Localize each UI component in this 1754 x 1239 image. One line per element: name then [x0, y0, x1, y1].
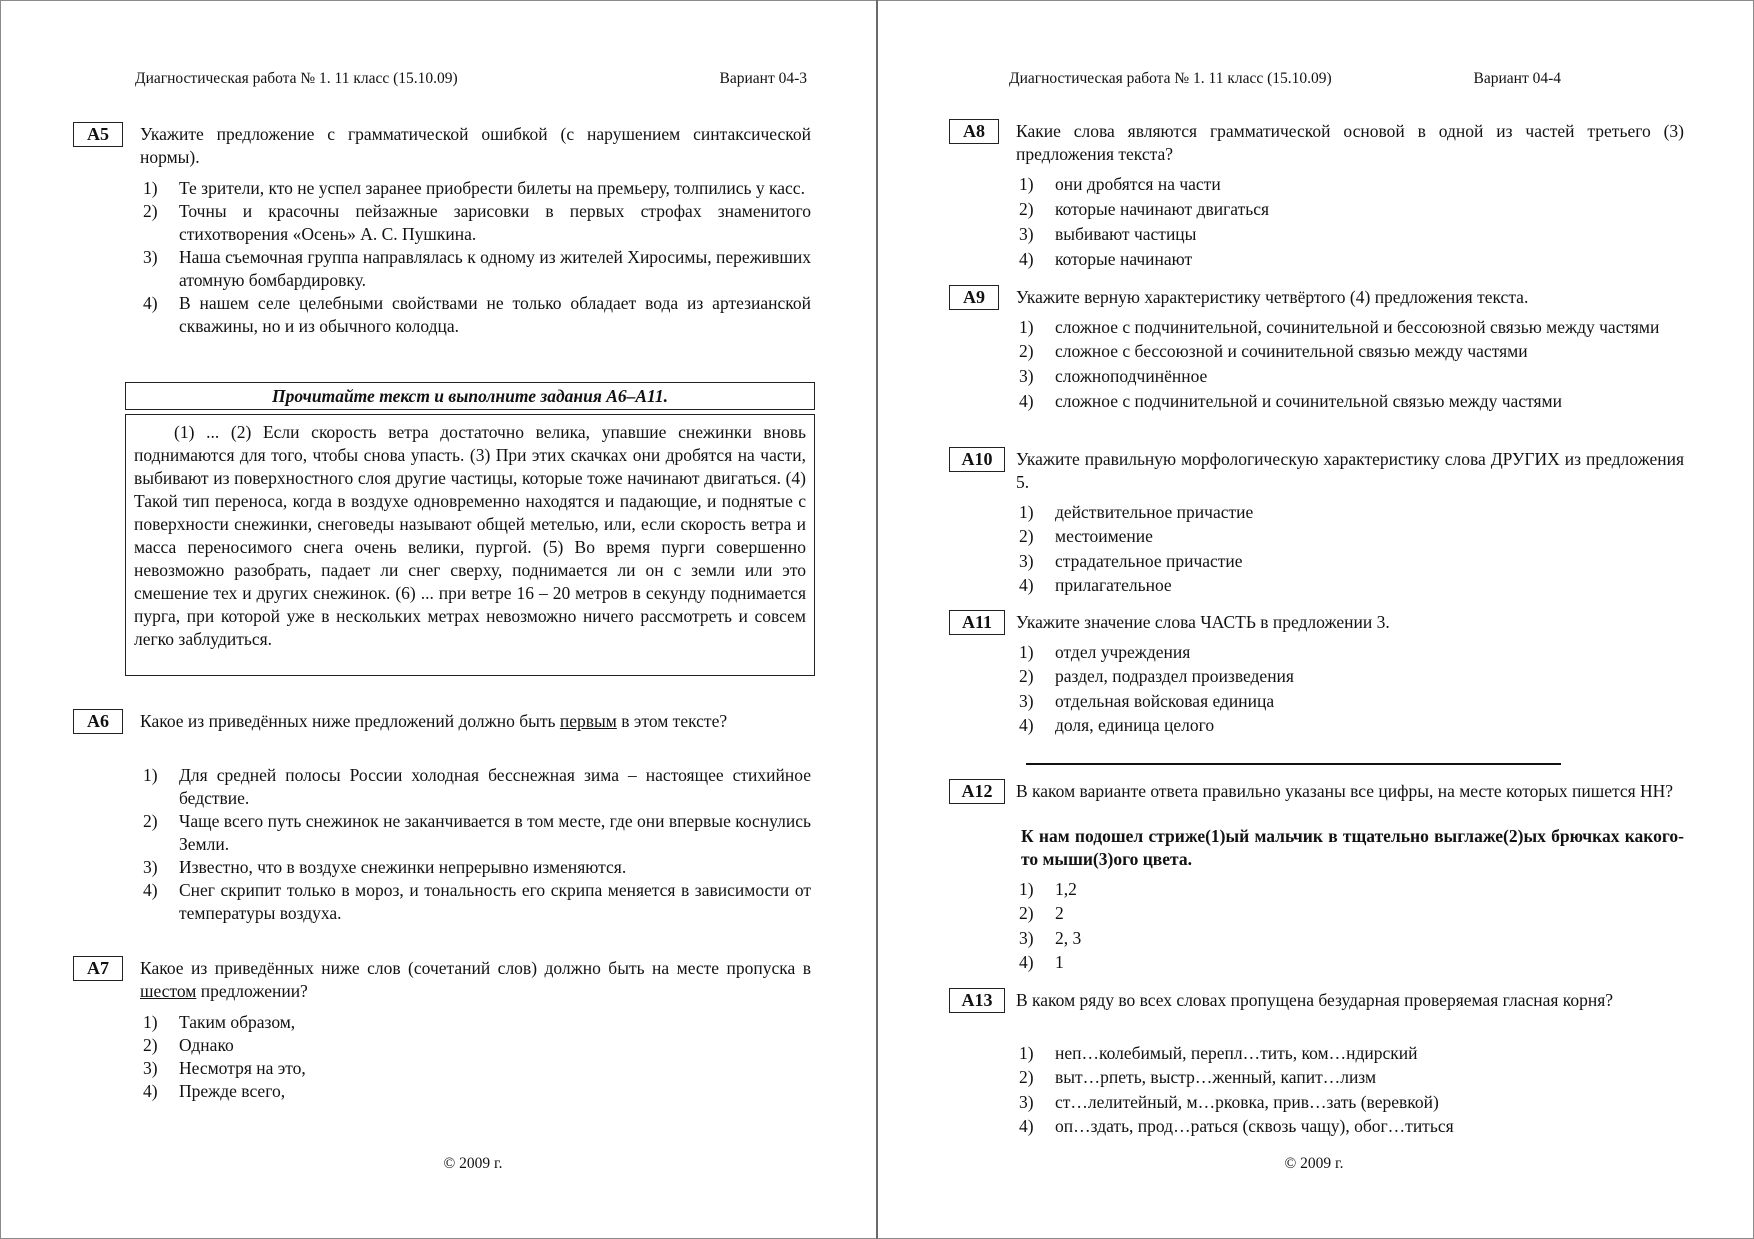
option-number: 1)	[1019, 879, 1034, 899]
option-number: 4)	[1019, 391, 1034, 411]
question-text-part: предложении?	[196, 981, 308, 1001]
question-text: Укажите правильную морфологическую характеристику слова ДРУГИХ из предложения 5.	[1016, 449, 1684, 492]
task-label: А11	[949, 610, 1005, 635]
option-number: 1)	[143, 178, 158, 198]
option-number: 3)	[1019, 366, 1034, 386]
task-label: А7	[73, 956, 123, 981]
answer-option	[143, 1080, 811, 1103]
answer-options	[143, 177, 811, 338]
question-text: Укажите значение слова ЧАСТЬ в предложении 3.	[1016, 612, 1390, 632]
option-number: 2)	[1019, 666, 1034, 686]
answer-option	[1019, 316, 1684, 339]
option-text: В нашем селе целебными свойствами не только обладает вода из артезианской скважины, но и из обычного колодца.	[179, 293, 811, 336]
answer-option	[1019, 365, 1684, 388]
option-text: Таким образом,	[179, 1012, 296, 1032]
option-text: Чаще всего путь снежинок не заканчивается в том месте, где они впервые коснулись Земли.	[179, 811, 811, 854]
answer-option	[143, 856, 811, 879]
option-number: 2)	[1019, 526, 1034, 546]
option-number: 2)	[143, 201, 158, 221]
option-text: действительное причастие	[1055, 502, 1254, 522]
task-label: А12	[949, 779, 1005, 804]
option-text: Снег скрипит только в мороз, и тональность его скрипа меняется в зависимости от температуры воздуха.	[179, 880, 811, 923]
option-number: 3)	[143, 1058, 158, 1078]
option-text: Те зрители, кто не успел заранее приобрести билеты на премьеру, толпились у касс.	[179, 178, 805, 198]
page-right	[878, 0, 1754, 1239]
question-text-part: в этом тексте?	[616, 711, 728, 731]
option-number: 4)	[1019, 952, 1034, 972]
header-title: Диагностическая работа № 1. 11 класс (15.10.09)	[135, 70, 458, 87]
option-text: Несмотря на это,	[179, 1058, 306, 1078]
option-text: выбивают частицы	[1055, 224, 1197, 244]
answer-option	[1019, 927, 1684, 950]
option-text: они дробятся на части	[1055, 174, 1221, 194]
question-text	[140, 710, 811, 733]
option-number: 2)	[1019, 199, 1034, 219]
task-label: А5	[73, 122, 123, 147]
answer-options	[1019, 501, 1684, 597]
option-text: раздел, подраздел произведения	[1055, 666, 1294, 686]
answer-option	[1019, 878, 1684, 901]
question-text: Какие слова являются грамматической основой в одной из частей третьего (3) предложения текста?	[1016, 121, 1684, 164]
underlined-word: первым	[559, 711, 617, 731]
answer-options	[1019, 878, 1684, 974]
option-number: 4)	[143, 293, 158, 313]
option-text: 2, 3	[1055, 928, 1082, 948]
option-text: Однако	[179, 1035, 234, 1055]
option-number: 3)	[1019, 1092, 1034, 1112]
option-number: 2)	[1019, 1067, 1034, 1087]
page-left	[0, 0, 876, 1239]
task-label: А9	[949, 285, 999, 310]
option-number: 4)	[1019, 249, 1034, 269]
answer-option	[143, 764, 811, 810]
option-number: 4)	[1019, 715, 1034, 735]
option-text: сложное с бессоюзной и сочинительной связью между частями	[1055, 341, 1528, 361]
answer-option	[1019, 223, 1684, 246]
answer-option	[1019, 173, 1684, 196]
answer-option	[1019, 690, 1684, 713]
answer-option	[1019, 641, 1684, 664]
task-label: А10	[949, 447, 1005, 472]
option-number: 1)	[1019, 1043, 1034, 1063]
option-number: 3)	[1019, 551, 1034, 571]
answer-options	[1019, 316, 1684, 413]
option-number: 2)	[143, 1035, 158, 1055]
example-sentence: К нам подошел стриже(1)ый мальчик в тщательно выглаже(2)ых брючках какого-то мыши(3)ого цвета.	[1021, 826, 1684, 869]
answer-option	[143, 879, 811, 925]
option-text: страдательное причастие	[1055, 551, 1243, 571]
option-text: отдельная войсковая единица	[1055, 691, 1275, 711]
option-number: 3)	[1019, 224, 1034, 244]
option-text: 1	[1055, 952, 1064, 972]
option-number: 4)	[143, 880, 158, 900]
option-text: неп…колебимый, перепл…тить, ком…ндирский	[1055, 1043, 1418, 1063]
option-number: 4)	[143, 1081, 158, 1101]
option-text: 2	[1055, 903, 1064, 923]
option-number: 1)	[1019, 502, 1034, 522]
page-footer: © 2009 г.	[443, 1155, 503, 1172]
header-variant: Вариант 04-3	[719, 70, 807, 87]
task-label: А6	[73, 709, 123, 734]
question-text	[140, 957, 811, 1003]
answer-options	[143, 1011, 811, 1103]
question-text: Укажите предложение с грамматической ошибкой (с нарушением синтаксической нормы).	[140, 124, 811, 167]
answer-option	[1019, 340, 1684, 363]
answer-option	[1019, 248, 1684, 271]
task-label: А13	[949, 988, 1005, 1013]
option-number: 4)	[1019, 1116, 1034, 1136]
answer-option	[1019, 951, 1684, 974]
option-number: 2)	[143, 811, 158, 831]
answer-options	[143, 764, 811, 925]
page-footer: © 2009 г.	[1284, 1155, 1344, 1172]
answer-option	[143, 177, 811, 200]
underlined-word: шестом	[140, 981, 197, 1001]
header-title: Диагностическая работа № 1. 11 класс (15.10.09)	[1009, 70, 1332, 87]
answer-options	[1019, 641, 1684, 737]
option-number: 4)	[1019, 575, 1034, 595]
option-text: Для средней полосы России холодная бесснежная зима – настоящее стихийное бедствие.	[179, 765, 811, 808]
option-number: 3)	[143, 857, 158, 877]
option-text: отдел учреждения	[1055, 642, 1191, 662]
task-label: А8	[949, 119, 999, 144]
option-text: сложное с подчинительной, сочинительной и бессоюзной связью между частями	[1055, 317, 1660, 337]
answer-option	[1019, 1115, 1684, 1138]
option-text: 1,2	[1055, 879, 1077, 899]
option-text: сложноподчинённое	[1055, 366, 1208, 386]
option-text: которые начинают двигаться	[1055, 199, 1270, 219]
option-text: которые начинают	[1055, 249, 1193, 269]
answer-option	[143, 810, 811, 856]
answer-option	[1019, 501, 1684, 524]
answer-option	[1019, 1066, 1684, 1089]
option-number: 1)	[1019, 317, 1034, 337]
option-text: прилагательное	[1055, 575, 1172, 595]
answer-option	[1019, 902, 1684, 925]
option-text: оп…здать, прод…раться (сквозь чащу), обог…титься	[1055, 1116, 1454, 1136]
option-text: ст…лелитейный, м…рковка, прив…зать (веревкой)	[1055, 1092, 1439, 1112]
answer-option	[1019, 1042, 1684, 1065]
answer-option	[143, 292, 811, 338]
option-text: Прежде всего,	[179, 1081, 286, 1101]
answer-option	[143, 246, 811, 292]
answer-option	[1019, 198, 1684, 221]
question-text-part: Какое из приведённых ниже слов (сочетаний слов) должно быть на месте пропуска в	[140, 958, 811, 978]
option-text: Известно, что в воздухе снежинки непрерывно изменяются.	[179, 857, 627, 877]
answer-option	[1019, 1091, 1684, 1114]
answer-option	[143, 1057, 811, 1080]
option-text: Наша съемочная группа направлялась к одному из жителей Хиросимы, переживших атомную бомбардировку.	[179, 247, 811, 290]
reading-text: (1) ... (2) Если скорость ветра достаточно велика, упавшие снежинки вновь поднимаются для того, чтобы снова упасть. (3) При этих скачках они дробятся на части, выбивают из поверхностного слоя другие частицы, которые тоже начинают двигаться. (4) Такой тип переноса, когда в воздухе одновременно находятся и падающие, и поднятые с поверхности снежинки, снеговеды называют общей метелью, или, если скорость ветра и масса переносимого снега очень велики, пургой. (5) Во время пурги совершенно невозможно разобрать, падает ли снег сверху, поднимается ли он с земли или это смешение тех и других снежинок. (6) ... при ветре 16 – 20 метров в секунду поднимается пурга, при которой уже в нескольких метрах невозможно ничего рассмотреть и совсем легко заблудиться.	[125, 414, 815, 676]
option-text: местоимение	[1055, 526, 1153, 546]
option-text: выт…рпеть, выстр…женный, капит…лизм	[1055, 1067, 1377, 1087]
option-text: доля, единица целого	[1055, 715, 1215, 735]
question-text: Укажите верную характеристику четвёртого (4) предложения текста.	[1016, 287, 1529, 307]
answer-option	[1019, 714, 1684, 737]
option-number: 1)	[1019, 174, 1034, 194]
answer-option	[1019, 550, 1684, 573]
option-number: 3)	[1019, 691, 1034, 711]
option-text: Точны и красочны пейзажные зарисовки в первых строфах знаменитого стихотворения «Осень» А. С. Пушкина.	[179, 201, 811, 244]
answer-option	[143, 200, 811, 246]
answer-option	[143, 1011, 811, 1034]
answer-option	[143, 1034, 811, 1057]
question-text-part: Какое из приведённых ниже предложений должно быть	[140, 711, 560, 731]
option-number: 2)	[1019, 341, 1034, 361]
option-number: 3)	[1019, 928, 1034, 948]
answer-option	[1019, 665, 1684, 688]
answer-option	[1019, 574, 1684, 597]
option-number: 1)	[1019, 642, 1034, 662]
answer-option	[1019, 390, 1684, 413]
answer-option	[1019, 525, 1684, 548]
header-variant: Вариант 04-4	[1473, 70, 1561, 87]
question-text: В каком варианте ответа правильно указаны все цифры, на месте которых пишется НН?	[1016, 781, 1674, 801]
section-divider-line	[1026, 763, 1561, 765]
question-text: В каком ряду во всех словах пропущена безударная проверяемая гласная корня?	[1016, 990, 1614, 1010]
option-text: сложное с подчинительной и сочинительной связью между частями	[1055, 391, 1562, 411]
option-number: 1)	[143, 765, 158, 785]
option-number: 2)	[1019, 903, 1034, 923]
reading-heading: Прочитайте текст и выполните задания А6–А11.	[125, 382, 815, 410]
answer-options	[1019, 1042, 1684, 1138]
option-number: 3)	[143, 247, 158, 267]
option-number: 1)	[143, 1012, 158, 1032]
answer-options	[1019, 173, 1684, 271]
